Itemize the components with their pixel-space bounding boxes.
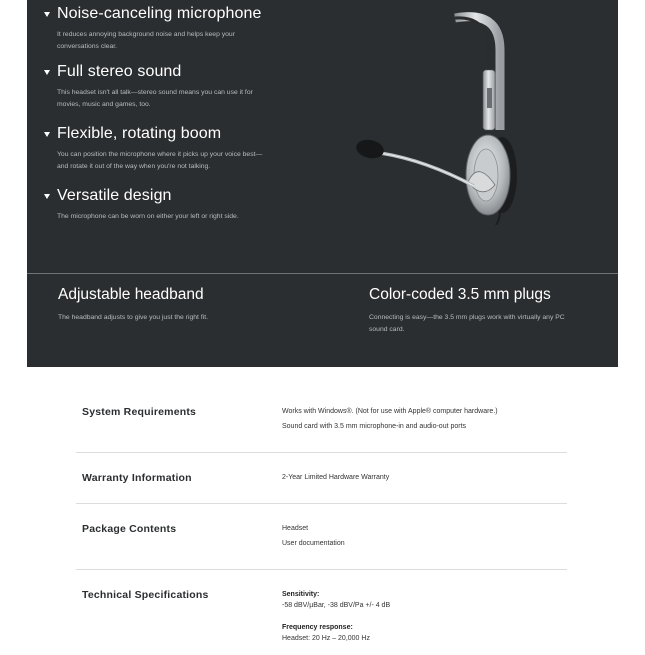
feature-stereo-sound: [44, 62, 279, 111]
spec-label: Package Contents: [82, 523, 177, 535]
feature-versatile-design: [44, 186, 279, 223]
spec-values: [282, 589, 562, 655]
spec-group-name: Frequency response:: [282, 624, 353, 631]
feature-description: The headband adjusts to give you just the right fit.: [58, 314, 209, 321]
feature-description: It reduces annoying background noise and helps keep your conversations clear.: [57, 31, 235, 50]
spec-system-requirements: [76, 404, 567, 444]
feature-adjustable-headband: [58, 285, 288, 324]
feature-description: You can position the microphone where it picks up your voice best—and rotate it out of the way when you're not talking.: [57, 151, 263, 170]
spec-label: System Requirements: [82, 406, 197, 418]
spec-group-value: Headset: 20 Hz – 20,000 Hz: [282, 635, 370, 642]
feature-description: This headset isn't all talk—stereo sound means you can use it for movies, music and games, too.: [57, 89, 253, 108]
spec-values: [282, 521, 562, 551]
spec-divider: [76, 569, 567, 570]
feature-noise-canceling: [44, 4, 279, 53]
spec-technical-specifications: [76, 587, 567, 645]
feature-rotating-boom: [44, 124, 279, 173]
spec-value: User documentation: [282, 540, 345, 547]
panel-divider: [27, 273, 618, 274]
feature-description: The microphone can be worn on either your left or right side.: [57, 213, 239, 220]
spec-values: [282, 404, 562, 434]
feature-title: Noise-canceling microphone: [57, 5, 262, 22]
spec-value: 2-Year Limited Hardware Warranty: [282, 474, 390, 481]
spec-group-value: -58 dBV/µBar, -38 dBV/Pa +/- 4 dB: [282, 602, 391, 609]
spec-group-name: Sensitivity:: [282, 591, 320, 598]
feature-title: Flexible, rotating boom: [57, 125, 222, 142]
feature-description: Connecting is easy—the 3.5 mm plugs work with virtually any PC sound card.: [369, 314, 565, 333]
spec-package-contents: [76, 521, 567, 561]
feature-title: Adjustable headband: [58, 286, 204, 303]
spec-value: Works with Windows®. (Not for use with Apple® computer hardware.): [282, 408, 498, 415]
bullet-triangle-icon: [44, 194, 50, 199]
bullet-triangle-icon: [44, 12, 50, 17]
spec-divider: [76, 452, 567, 453]
headset-image: [350, 10, 520, 225]
spec-label: Warranty Information: [82, 472, 192, 484]
feature-title: Color-coded 3.5 mm plugs: [369, 286, 551, 303]
spec-divider: [76, 503, 567, 504]
spec-label: Technical Specifications: [82, 589, 209, 601]
spec-value: Sound card with 3.5 mm microphone-in and audio-out ports: [282, 423, 467, 430]
spec-warranty-information: [76, 470, 567, 494]
spec-value: Headset: [282, 525, 309, 532]
bullet-triangle-icon: [44, 132, 50, 137]
bullet-triangle-icon: [44, 70, 50, 75]
feature-color-coded-plugs: [369, 285, 599, 336]
spec-values: [282, 470, 562, 485]
feature-title: Versatile design: [57, 187, 172, 204]
feature-title: Full stereo sound: [57, 63, 182, 80]
